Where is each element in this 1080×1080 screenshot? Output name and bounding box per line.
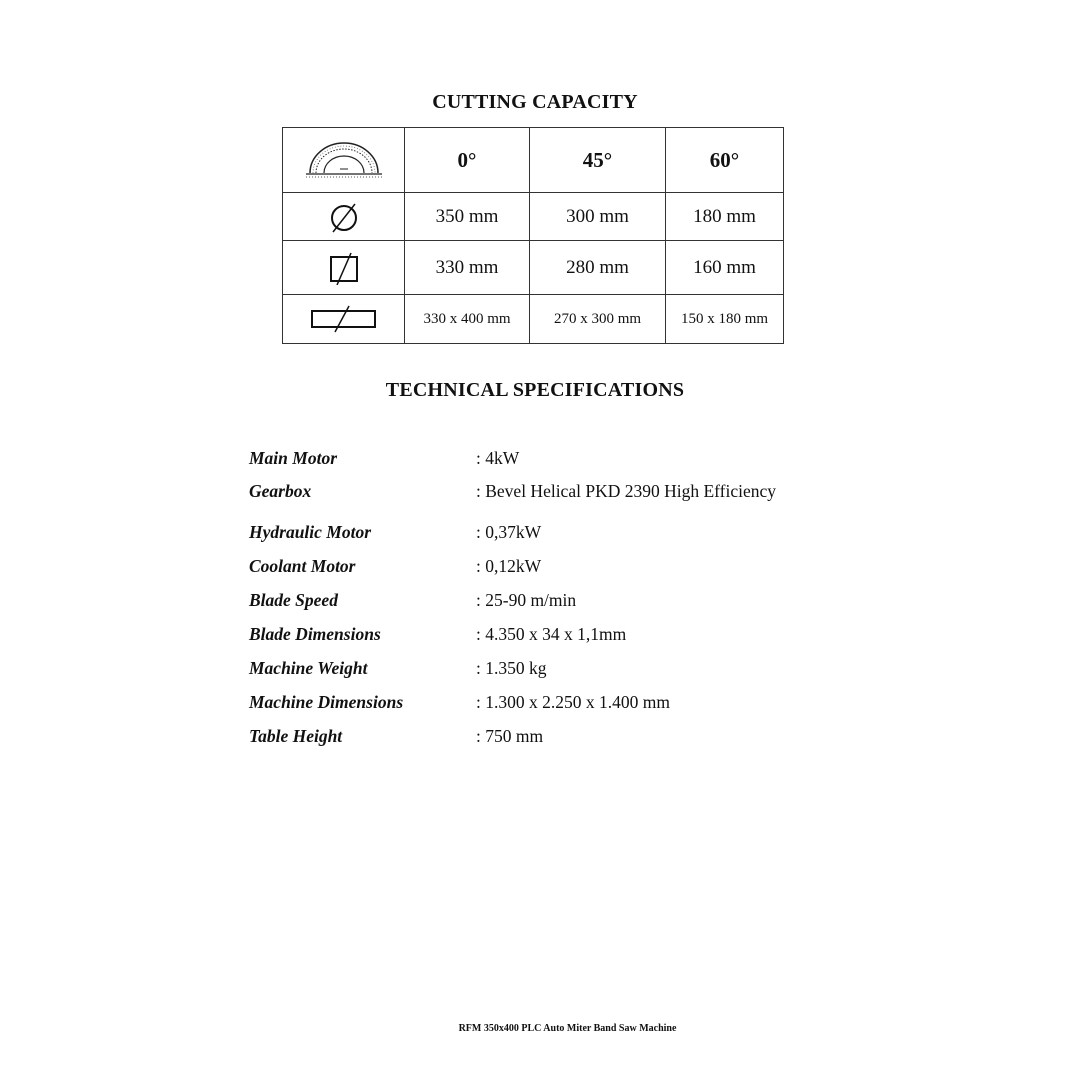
spec-label: Gearbox [249,481,312,501]
cell-value: 280 mm [530,241,666,295]
spec-value: : 4kW [476,448,520,468]
angle-header-60: 60° [666,128,784,193]
technical-specifications-title: TECHNICAL SPECIFICATIONS [385,379,685,401]
spec-label: Blade Dimensions [249,624,381,644]
cell-value: 300 mm [530,193,666,241]
spec-label: Main Motor [249,448,338,468]
cutting-capacity-table [282,127,784,344]
spec-value: : 1.300 x 2.250 x 1.400 mm [476,692,670,712]
protractor-icon [304,139,384,181]
spec-value: : 25-90 m/min [476,590,577,610]
spec-label: Machine Dimensions [249,692,404,712]
cell-value: 160 mm [666,241,784,295]
spec-value: : 0,37kW [476,522,542,542]
rectangular-section-icon [309,305,379,333]
spec-value: : Bevel Helical PKD 2390 High Efficiency [476,481,777,501]
square-section-cell [283,241,405,295]
spec-value: : 0,12kW [476,556,542,576]
cell-value: 150 x 180 mm [666,295,784,344]
table-row [283,295,784,344]
round-section-cell [283,193,405,241]
spec-value: : 1.350 kg [476,658,547,678]
cell-value: 270 x 300 mm [530,295,666,344]
round-section-icon [328,201,360,233]
spec-label: Table Height [249,726,343,746]
square-section-icon [327,251,361,285]
cutting-capacity-title: CUTTING CAPACITY [432,91,638,113]
spec-label: Hydraulic Motor [249,522,372,542]
angle-header-45: 45° [530,128,666,193]
table-row [283,241,784,295]
angle-header-0: 0° [405,128,530,193]
spec-value: : 4.350 x 34 x 1,1mm [476,624,627,644]
cell-value: 180 mm [666,193,784,241]
spec-label: Blade Speed [249,590,338,610]
protractor-cell [283,128,405,193]
spec-value: : 750 mm [476,726,544,746]
table-header-row [283,128,784,193]
footer-caption: RFM 350x400 PLC Auto Miter Band Saw Machine [458,1023,677,1034]
table-row [283,193,784,241]
cell-value: 330 mm [405,241,530,295]
spec-label: Machine Weight [249,658,368,678]
cell-value: 330 x 400 mm [405,295,530,344]
cell-value: 350 mm [405,193,530,241]
spec-label: Coolant Motor [249,556,356,576]
rectangular-section-cell [283,295,405,344]
